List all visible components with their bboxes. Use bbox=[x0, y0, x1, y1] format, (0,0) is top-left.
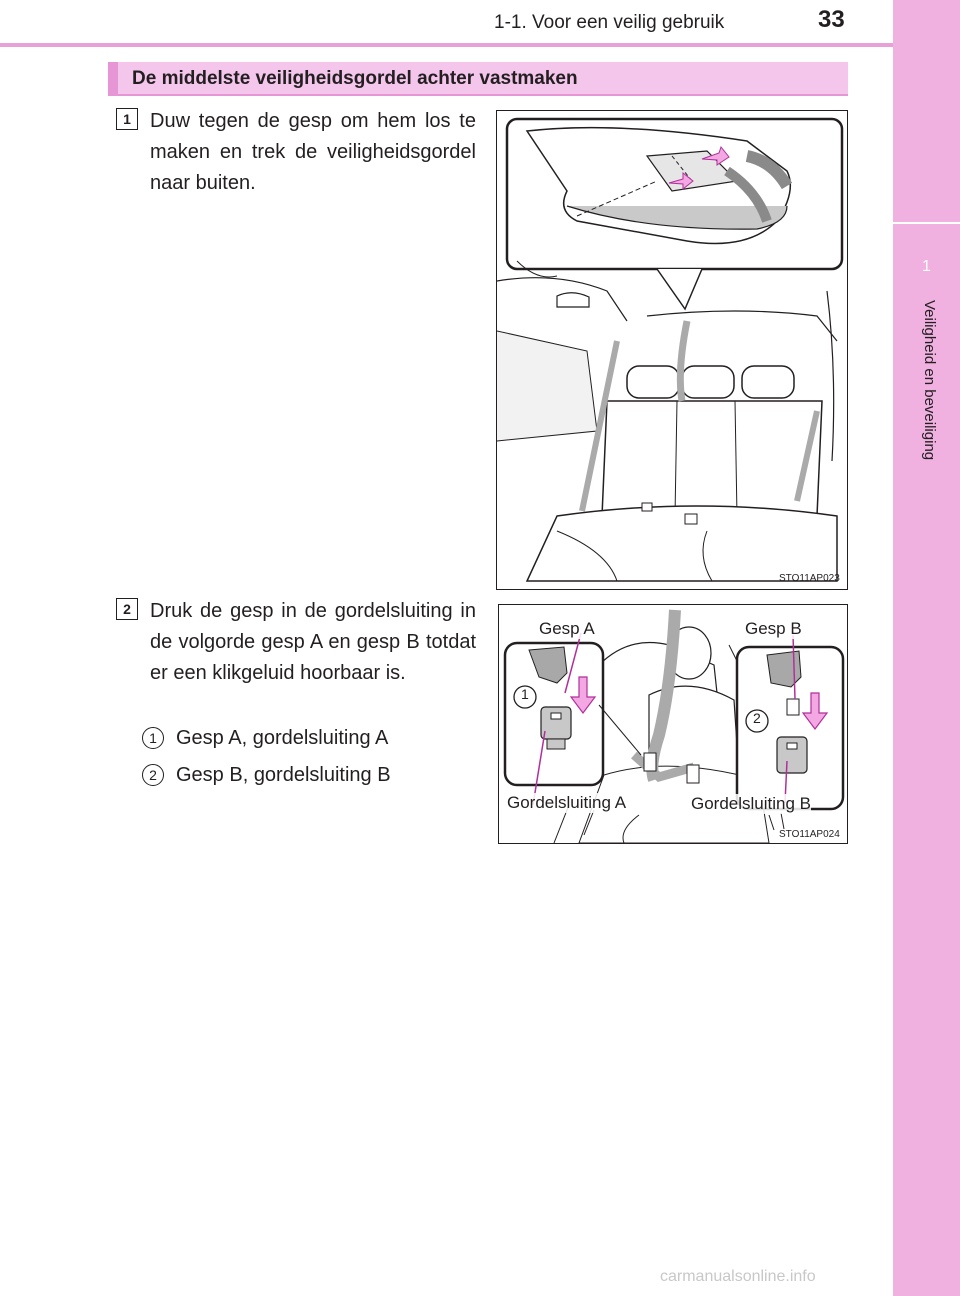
substep-1-text: Gesp A, gordelsluiting A bbox=[176, 727, 389, 749]
chapter-label: Veiligheid en beveiliging bbox=[921, 300, 938, 461]
substep-2-number: 2 bbox=[142, 764, 164, 786]
step-1-badge: 1 bbox=[116, 108, 138, 130]
label-gesp-a: Gesp A bbox=[539, 619, 595, 638]
header-rule bbox=[0, 43, 893, 47]
callout-1-number: 1 bbox=[521, 686, 529, 702]
figure-buckle-sequence bbox=[498, 604, 848, 844]
callout-2-number: 2 bbox=[753, 710, 761, 726]
watermark: carmanualsonline.info bbox=[660, 1268, 816, 1285]
substep-1-number: 1 bbox=[142, 727, 164, 749]
label-gesp-b: Gesp B bbox=[745, 619, 802, 638]
figure-rear-seat-belt bbox=[496, 110, 848, 590]
chapter-number: 1 bbox=[922, 258, 931, 275]
rear-seat-illustration bbox=[497, 111, 847, 589]
label-gordelsluiting-a: Gordelsluiting A bbox=[507, 793, 627, 812]
figure-2-id: STO11AP024 bbox=[779, 829, 840, 840]
figure-1-id: STO11AP023 bbox=[779, 573, 840, 584]
header-section-title: 1-1. Voor een veilig gebruik bbox=[494, 12, 725, 33]
chapter-band bbox=[893, 0, 960, 1296]
step-1-text: Duw tegen de gesp om hem los te maken en trek de veiligheidsgordel naar buiten. bbox=[150, 110, 476, 194]
band-divider bbox=[893, 222, 960, 224]
step-2-badge: 2 bbox=[116, 598, 138, 620]
page-number: 33 bbox=[818, 6, 845, 33]
step-2-text: Druk de gesp in de gordelsluiting in de volgorde gesp A en gesp B totdat er een klikgeluid hoorbaar is. bbox=[150, 600, 476, 684]
label-gordelsluiting-b: Gordelsluiting B bbox=[691, 794, 812, 813]
section-title: De middelste veiligheidsgordel achter vastmaken bbox=[132, 68, 578, 89]
substep-2-text: Gesp B, gordelsluiting B bbox=[176, 764, 391, 786]
section-heading-box bbox=[108, 62, 848, 96]
